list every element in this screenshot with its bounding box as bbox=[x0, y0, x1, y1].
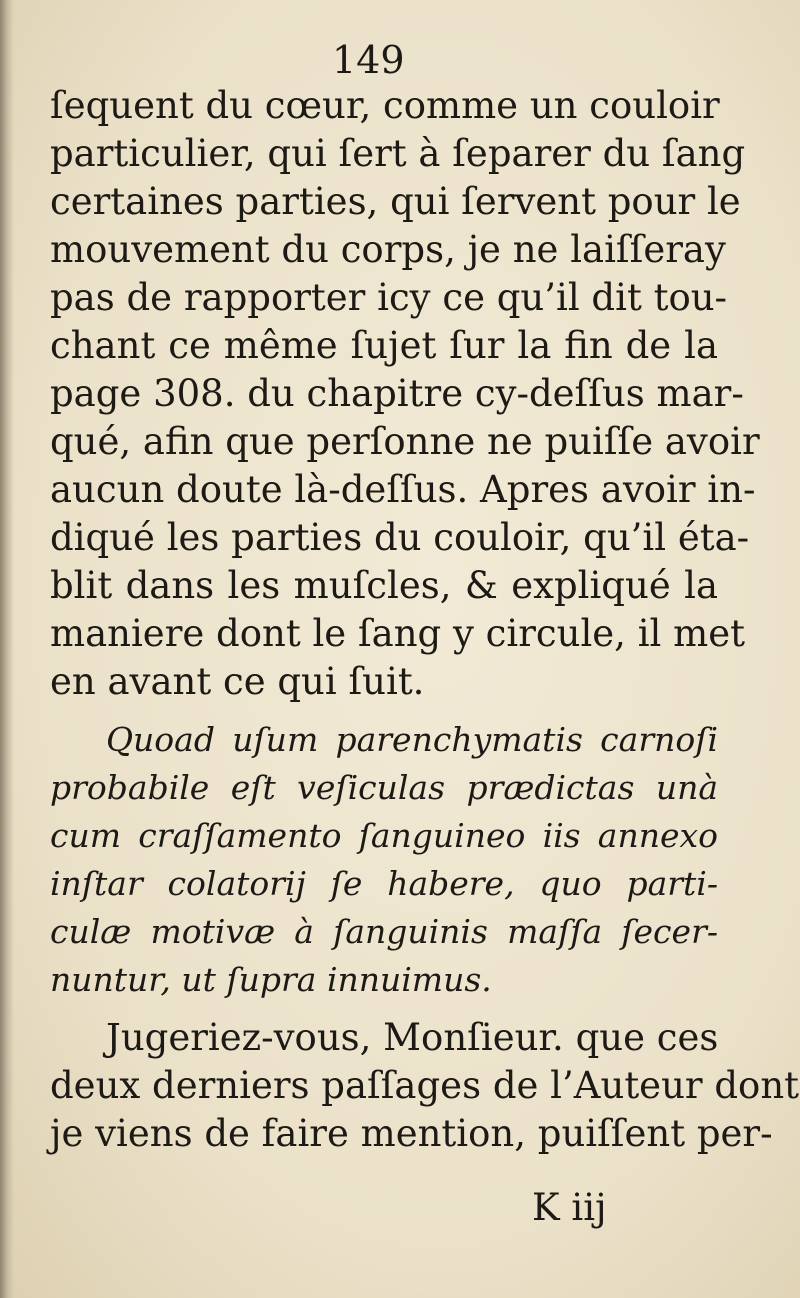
text-line: Jugeriez-vous, Monſieur. que ces bbox=[106, 1016, 719, 1059]
text-line: aucun doute là-deſſus. Apres avoir in- bbox=[50, 468, 756, 511]
text-line: blit dans les muſcles, & expliqué la bbox=[50, 564, 718, 607]
quotation-line: Quoad uſum parenchymatis carnoſi bbox=[106, 720, 718, 759]
signature-mark: K iij bbox=[532, 1186, 607, 1229]
quotation-line: probabile eſt veſiculas prædictas unà bbox=[50, 768, 718, 807]
text-line: particulier, qui ſert à ſeparer du ſang bbox=[50, 132, 746, 175]
page-gutter-shadow bbox=[0, 0, 14, 1298]
text-line: diqué les parties du couloir, qu’il éta- bbox=[50, 516, 750, 559]
text-line: ſequent du cœur, comme un couloir bbox=[50, 84, 720, 127]
text-line: je viens de faire mention, puiſſent per- bbox=[50, 1112, 773, 1155]
text-line: chant ce même ſujet ſur la fin de la bbox=[50, 324, 718, 367]
text-line: en avant ce qui ſuit. bbox=[50, 660, 425, 703]
quotation-line: inſtar colatorij ſe habere, quo parti- bbox=[50, 864, 718, 903]
text-line: deux derniers paſſages de l’Auteur dont bbox=[50, 1064, 800, 1107]
text-line: page 308. du chapitre cy-deſſus mar- bbox=[50, 372, 744, 415]
text-line: qué, afin que perſonne ne puiſſe avoir bbox=[50, 420, 760, 463]
page-number: 149 bbox=[332, 38, 405, 82]
text-line: pas de rapporter icy ce qu’il dit tou- bbox=[50, 276, 728, 319]
quotation-line: culæ motivæ à ſanguinis maſſa ſecer- bbox=[50, 912, 718, 951]
text-line: certaines parties, qui ſervent pour le bbox=[50, 180, 741, 223]
quotation-line: nuntur, ut ſupra innuimus. bbox=[50, 960, 492, 999]
text-line: maniere dont le ſang y circule, il met bbox=[50, 612, 745, 655]
text-block bbox=[50, 82, 800, 1158]
text-line: mouvement du corps, je ne laiſſeray bbox=[50, 228, 726, 271]
quotation-line: cum craſſamento ſanguineo iis annexo bbox=[50, 816, 718, 855]
